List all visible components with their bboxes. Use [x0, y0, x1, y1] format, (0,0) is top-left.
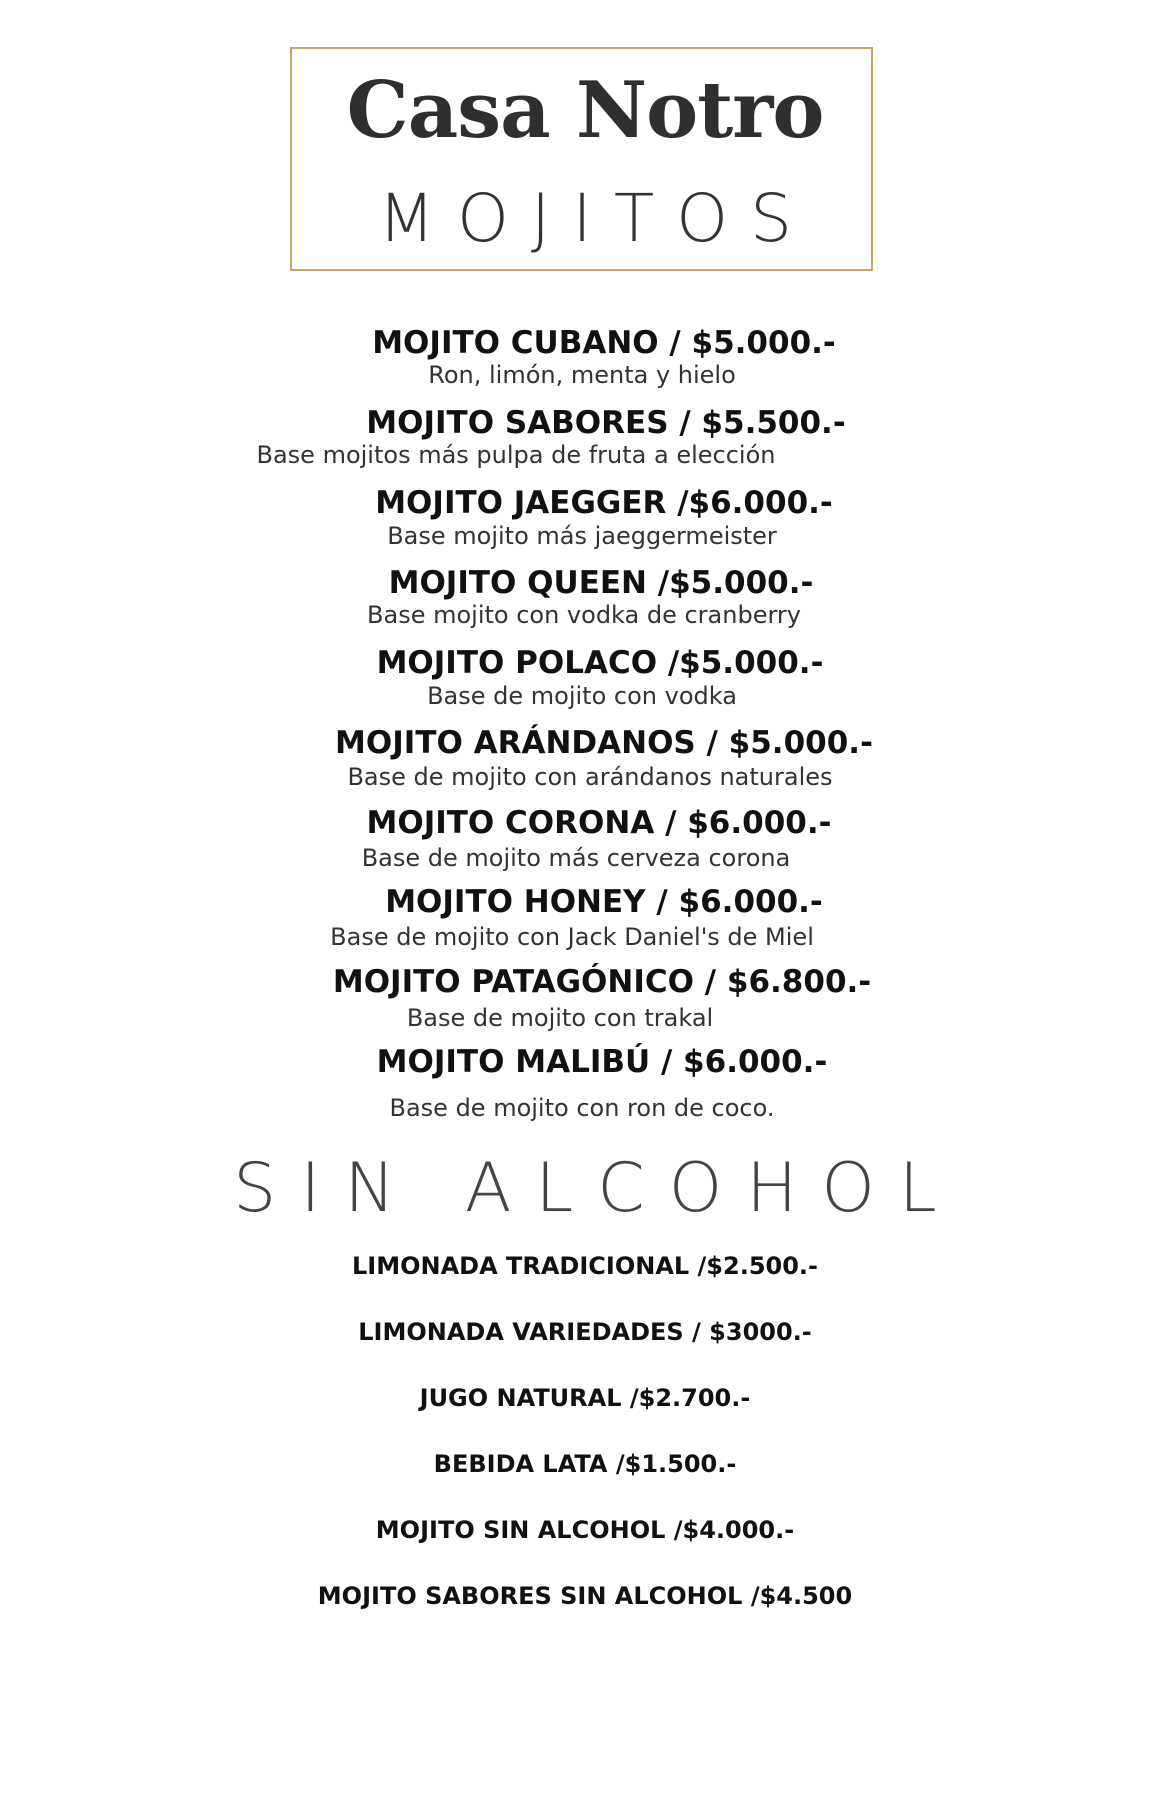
mojito-name: MOJITO CUBANO / $5.000.-: [372, 325, 836, 361]
mojito-name: MOJITO POLACO /$5.000.-: [376, 645, 824, 681]
brand-title: Casa Notro: [346, 65, 824, 156]
mojito-name: MOJITO MALIBÚ / $6.000.-: [376, 1044, 828, 1080]
mojito-name: MOJITO QUEEN /$5.000.-: [388, 565, 814, 601]
mojito-name: MOJITO HONEY / $6.000.-: [385, 884, 823, 920]
mojito-description: Base de mojito más cerveza corona: [361, 844, 791, 872]
mojito-name: MOJITO ARÁNDANOS / $5.000.-: [335, 725, 873, 761]
mojito-name: MOJITO SABORES / $5.500.-: [366, 405, 846, 441]
sin-alcohol-item: BEBIDA LATA /$1.500.-: [433, 1450, 737, 1478]
sin-alcohol-item: MOJITO SIN ALCOHOL /$4.000.-: [375, 1516, 795, 1544]
mojito-name: MOJITO PATAGÓNICO / $6.800.-: [332, 964, 872, 1000]
sin-alcohol-item: MOJITO SABORES SIN ALCOHOL /$4.500: [317, 1582, 853, 1610]
sin-alcohol-heading: SIN ALCOHOL: [233, 1149, 961, 1228]
sin-alcohol-item: LIMONADA TRADICIONAL /$2.500.-: [351, 1252, 818, 1280]
mojito-name: MOJITO CORONA / $6.000.-: [366, 805, 832, 841]
mojito-description: Base de mojito con trakal: [406, 1004, 714, 1032]
sin-alcohol-item: LIMONADA VARIEDADES / $3000.-: [358, 1318, 812, 1346]
mojito-description: Base de mojito con vodka: [427, 682, 737, 710]
mojito-name: MOJITO JAEGGER /$6.000.-: [375, 485, 833, 521]
mojito-description: Base de mojito con Jack Daniel's de Miel: [330, 923, 814, 951]
mojito-description: Base de mojito con arándanos naturales: [347, 763, 833, 791]
mojitos-heading: MOJITOS: [378, 180, 814, 257]
mojito-description: Base mojito con vodka de cranberry: [367, 601, 801, 629]
mojito-description: Ron, limón, menta y hielo: [428, 361, 736, 389]
mojito-description: Base de mojito con ron de coco.: [389, 1094, 775, 1122]
mojito-description: Base mojito más jaeggermeister: [387, 522, 777, 550]
sin-alcohol-item: JUGO NATURAL /$2.700.-: [419, 1384, 751, 1412]
mojito-description: Base mojitos más pulpa de fruta a elección: [256, 441, 776, 469]
